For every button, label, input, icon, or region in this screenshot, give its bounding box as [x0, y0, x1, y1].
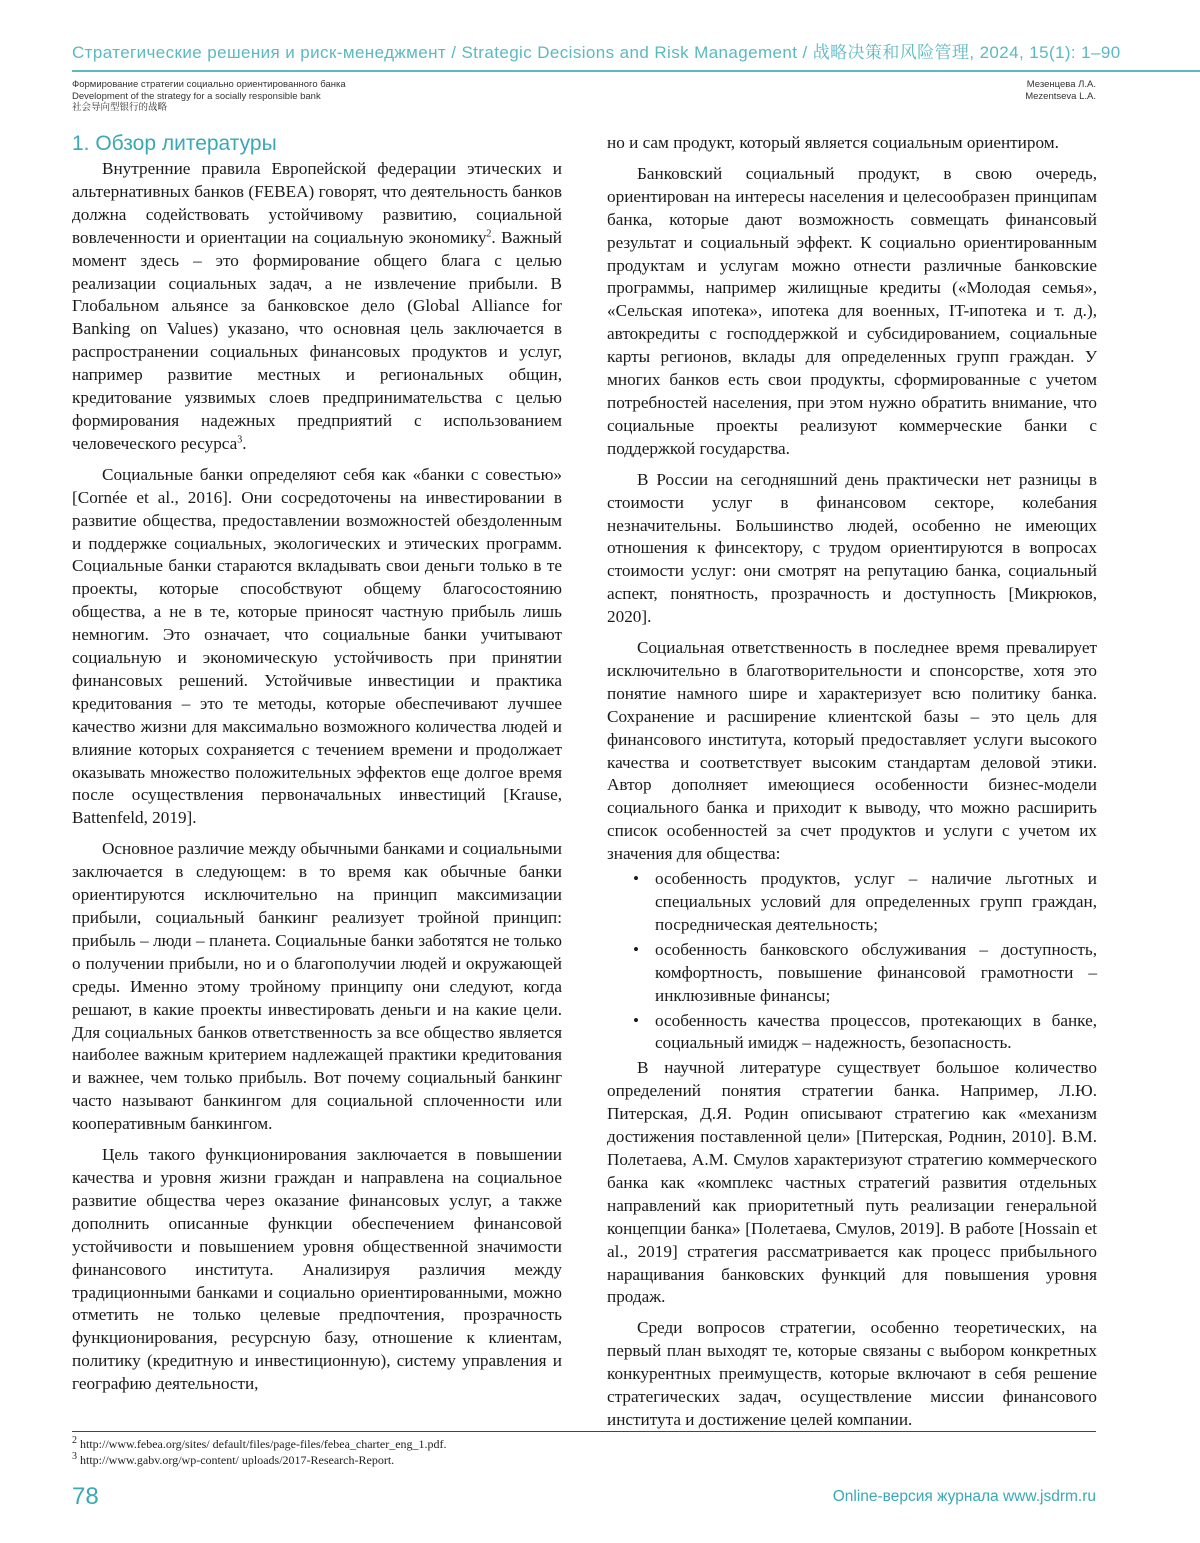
- bullet-icon: •: [633, 1010, 640, 1030]
- right-column: [607, 132, 1097, 1440]
- footnote-ref[interactable]: 3: [237, 434, 243, 446]
- author-en: Mezentseva L.A.: [1025, 90, 1096, 102]
- footnote-link[interactable]: http://www.gabv.org/wp-content/ uploads/2017-Research-Report.: [80, 1453, 395, 1467]
- paragraph: Банковский социальный продукт, в свою очередь, ориентирован на интересы населения и целесообразен принципам банка, которые дают возможность совмещать финансовый результат и социальный эффект. К социально ориентированным продуктам и услугам можно отнести различные банковские программы, например жилищные кредиты («Молодая семья», «Сельская ипотека», ипотека для военных, IT-ипотека и т. д.), автокредиты с господдержкой и субсидированием, социальные карты регионов, вклады для определенных групп граждан. У многих банков есть свои продукты, сформированные с учетом потребностей населения, при этом нужно обратить внимание, что социальные проекты реализуют коммерческие банки с поддержкой государства.: [607, 163, 1097, 458]
- section-heading: 1. Обзор литературы: [72, 132, 277, 155]
- page-number: 78: [72, 1483, 99, 1510]
- header-rule: [72, 70, 1200, 72]
- paragraph: В России на сегодняшний день практически нет разницы в стоимости услуг в финансовом секторе, колебания незначительны. Большинство людей, особенно не имеющих отношения к финсектору, с трудом ориентируются в вопросах стоимости услуг: они смотрят на репутацию банка, социальный аспект, понятность, прозрачность и доступность [Микрюков, 2020].: [607, 469, 1097, 627]
- footnote-link[interactable]: http://www.febea.org/sites/ default/files/page-files/febea_charter_eng_1.pdf.: [80, 1437, 447, 1451]
- paragraph: Цель такого функционирования заключается в повышении качества и уровня жизни граждан и направлена на социальное развитие общества через оказание финансовых услуг, а также дополнить описанные функции обеспечением финансовой устойчивости и повышением уровня общественной значимости финансового института. Анализируя различия между традиционными банками и социально ориентированными, можно отметить не только целевые предпочтения, прозрачность функционирования, ресурсную базу, отношение к клиентам, политику (кредитную и инвестиционную), систему управления и географию деятельности,: [72, 1145, 562, 1394]
- footnote: $^3$ http://www.gabv.org/wp-content/ uploads/2017-Research-Report.: [72, 1451, 395, 1467]
- footnote: $^2$ http://www.febea.org/sites/ default/files/page-files/febea_charter_eng_1.pdf.: [72, 1435, 447, 1451]
- paragraph: Среди вопросов стратегии, особенно теоретических, на первый план выходят те, которые связаны с выбором конкретных конкурентных преимуществ, которые включают в себя решение стратегических задач, осуществление миссии финансового института и достижение целей компании.: [607, 1318, 1097, 1429]
- feature-list: [607, 868, 1097, 1055]
- left-column: [72, 132, 562, 1404]
- author-ru: Мезенцева Л.А.: [1026, 79, 1096, 90]
- paragraph: Основное различие между обычными банками и социальными заключается в следующем: в то время как обычные банки ориентируются исключительно на принцип максимизации прибыли, социальный банкинг реализует тройной принцип: прибыль – люди – планета. Социальные банки заботятся не только о получении прибыли, но и о благополучии людей и окружающей среды. Именно этому тройному принципу они следуют, когда решают, в какие проекты инвестировать деньги и на какие цели. Для социальных банков ответственность за все общество является наиболее важным критерием надлежащей практики кредитования и важнее, чем только прибыль. Вот почему социальный банкинг часто называют банкингом для социальной сплоченности или кооперативным банкингом.: [72, 839, 562, 1134]
- journal-title: Стратегические решения и риск-менеджмент / Strategic Decisions and Risk Management / 战略决策和风险管理, 2024, 15(1): 1–90: [72, 43, 1121, 62]
- list-item: • особенность качества процессов, протекающих в банке, социальный имидж – надежность, безопасность.: [633, 1010, 1097, 1053]
- running-author: [1025, 79, 1096, 102]
- journal-header: [72, 38, 1128, 64]
- footnotes: [72, 1436, 447, 1468]
- paragraph: Социальная ответственность в последнее время превалирует исключительно в благотворительности и спонсорстве, хотя это понятие намного шире и характеризует всю политику банка. Сохранение и расширение клиентской базы – это цель для финансового института, который предоставляет услуги высокого качества и соответствует высоким стандартам деловой этики. Автор дополняет имеющиеся особенности бизнес-модели социального банка и приходит к выводу, что можно расширить список особенностей за счет продуктов и услуги с учетом их значения для общества:: [607, 638, 1097, 864]
- bullet-icon: •: [633, 939, 640, 959]
- paragraph: В научной литературе существует большое количество определений понятия стратегии банка. Например, Л.Ю. Питерская, Д.Я. Родин описывают стратегию как «механизм достижения поставленной цели» [Питерская, Роднин, 2010]. В.М. Полетаева, А.М. Смулов характеризуют стратегию коммерческого банка как «комплекс частных стратегий развития отдельных направлений как приоритетный путь реализации генеральной концепции банка» [Полетаева, Смулов, 2019]. В работе [Hossain et al., 2019] стратегия рассматривается как процесс прибыльного наращивания банковских функций для повышения уровня продаж.: [607, 1058, 1097, 1307]
- journal-site-link[interactable]: Online-версия журнала www.jsdrm.ru: [832, 1488, 1096, 1505]
- running-title: [72, 79, 346, 114]
- footnote-rule: [72, 1431, 1096, 1432]
- bullet-icon: •: [633, 869, 640, 889]
- list-item: • особенность банковского обслуживания – доступность, комфортность, повышение финансовой грамотности – инклюзивные финансы;: [633, 939, 1097, 1005]
- paragraph-continued: но и сам продукт, который является социальным ориентиром.: [607, 133, 1059, 152]
- running-title-zh: 社会导向型银行的战略: [72, 102, 168, 113]
- list-item: • особенность продуктов, услуг – наличие льготных и специальных условий для определенных групп граждан, посредническая деятельность;: [633, 869, 1097, 934]
- running-title-en: Development of the strategy for a socially responsible bank: [72, 90, 321, 102]
- paragraph: Социальные банки определяют себя как «банки с совестью» [Cornée et al., 2016]. Они сосредоточены на инвестировании в развитие общества, предоставлении возможностей обездоленным и поддержке социальных, экологических и этических программ. Социальные банки стараются вкладывать свои деньги только в те проекты, которые способствуют общему благосостоянию общества, а не в те, которые приносят частную прибыль лишь немногим. Это означает, что социальные банки учитывают социальную и экономическую устойчивость при принятии финансовых решений. Устойчивые инвестиции и практика кредитования – это те методы, которые обеспечивают лучшее качество жизни для максимально возможного количества людей и влияние которых сохраняется с течением времени и продолжает оказывать множество положительных эффектов еще долгое время после осуществления первоначальных инвестиций [Krause, Battenfeld, 2019].: [72, 464, 562, 828]
- footnote-ref[interactable]: 2: [486, 227, 492, 239]
- paragraph: Внутренние правила Европейской федерации этических и альтернативных банков (FEBEA) говорят, что деятельность банков должна содействовать устойчивому развитию, социальной вовлеченности и ориентации на социальную экономику$^2$. Важный момент здесь – это формирование общего блага с целью реализации социальных задач, а не извлечение прибыли. В Глобальном альянсе за банковское дело (Global Alliance for Banking on Values) указано, что основная цель заключается в распространении социальных финансовых продуктов и услуг, например развитие местных и региональных общин, кредитование уязвимых слоев предпринимательства с целью формирования надежных предприятий с использованием человеческого ресурса$^3$.: [72, 159, 562, 453]
- running-title-ru: Формирование стратегии социально ориентированного банка: [72, 79, 346, 90]
